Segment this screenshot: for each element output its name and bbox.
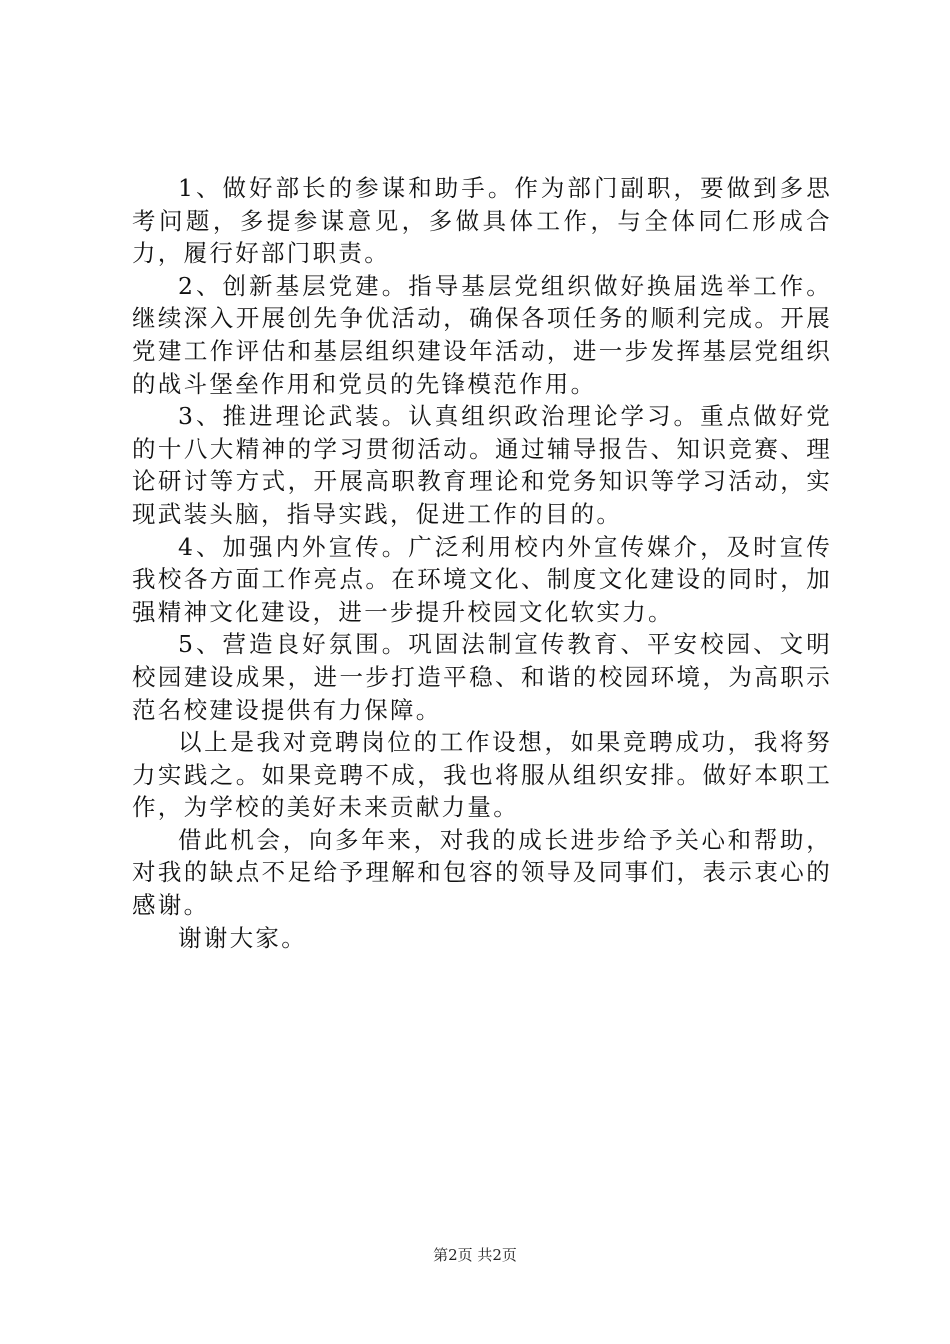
paragraph-item-5: 5、营造良好氛围。巩固法制宣传教育、平安校园、文明校园建设成果，进一步打造平稳、和谐的校园环境，为高职示范名校建设提供有力保障。: [132, 630, 832, 724]
paragraph-item-3: 3、推进理论武装。认真组织政治理论学习。重点做好党的十八大精神的学习贯彻活动。通过辅导报告、知识竞赛、理论研讨等方式，开展高职教育理论和党务知识等学习活动，实现武装头脑，指导实践，促进工作的目的。: [132, 402, 832, 528]
paragraph-conclusion: 以上是我对竞聘岗位的工作设想，如果竞聘成功，我将努力实践之。如果竞聘不成，我也将服从组织安排。做好本职工作，为学校的美好未来贡献力量。: [132, 728, 832, 822]
paragraph-item-1: 1、做好部长的参谋和助手。作为部门副职，要做到多思考问题，多提参谋意见，多做具体工作，与全体同仁形成合力，履行好部门职责。: [132, 174, 832, 268]
paragraph-closing: 谢谢大家。: [178, 923, 307, 952]
paragraph-item-2: 2、创新基层党建。指导基层党组织做好换届选举工作。继续深入开展创先争优活动，确保各项任务的顺利完成。开展党建工作评估和基层组织建设年活动，进一步发挥基层党组织的战斗堡垒作用和党员的先锋模范作用。: [132, 271, 832, 398]
paragraph-thanks: 借此机会，向多年来，对我的成长进步给予关心和帮助，对我的缺点不足给予理解和包容的领导及同事们，表示衷心的感谢。: [132, 825, 832, 920]
paragraph-item-4: 4、加强内外宣传。广泛利用校内外宣传媒介，及时宣传我校各方面工作亮点。在环境文化、制度文化建设的同时，加强精神文化建设，进一步提升校园文化软实力。: [132, 532, 832, 626]
page-footer: 第2页 共2页: [433, 1246, 517, 1264]
document-body: [132, 172, 832, 954]
